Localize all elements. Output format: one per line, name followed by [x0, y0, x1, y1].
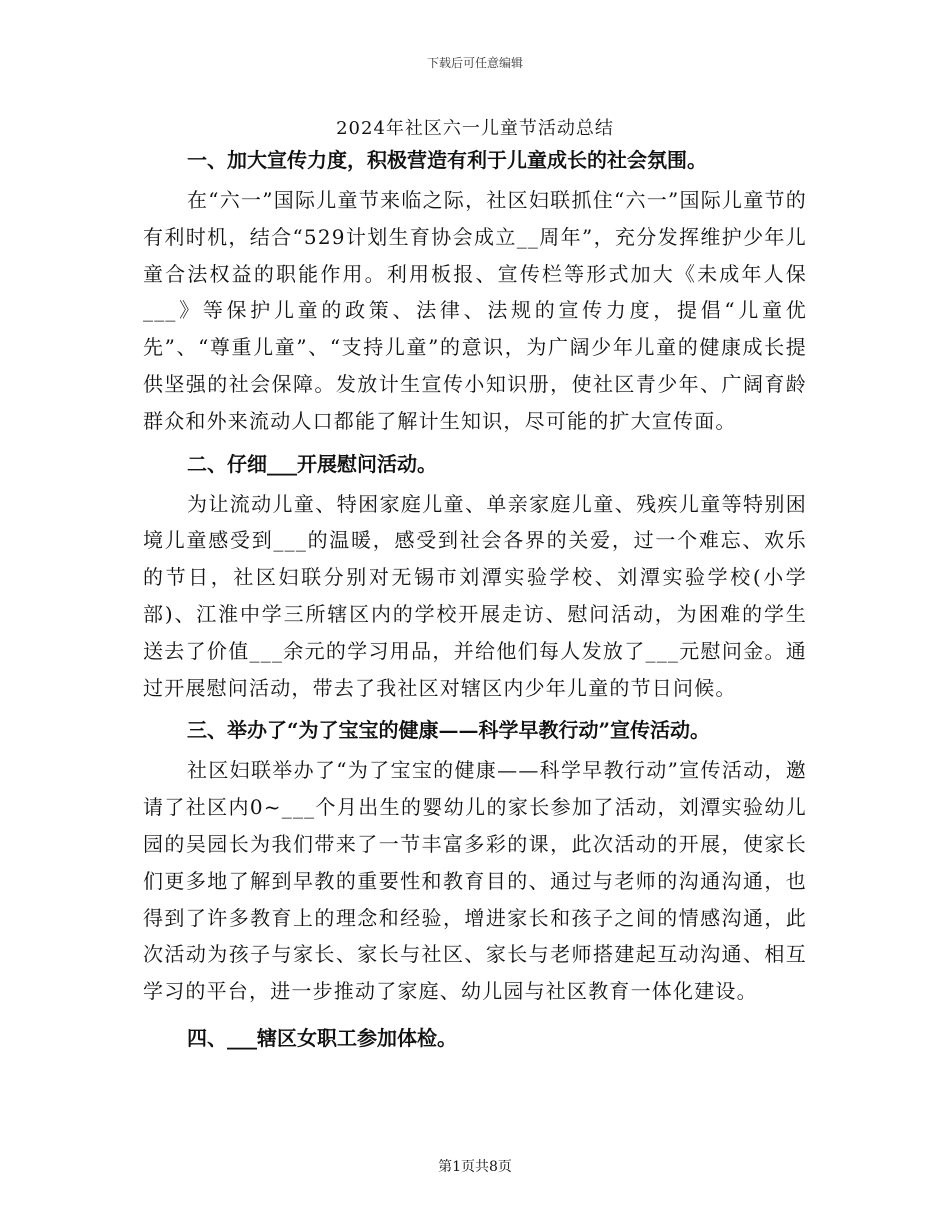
document-title: 2024年社区六一儿童节活动总结 [336, 118, 614, 139]
header-note: 下载后可任意编辑 [426, 56, 523, 70]
section-heading-1: 一、加大宣传力度，积极营造有利于儿童成长的社会氛围。 [187, 148, 707, 172]
section-heading-2: 二、仔细___开展慰问活动。 [187, 451, 437, 476]
document-body [143, 138, 807, 1060]
section-heading-3: 三、举办了“为了宝宝的健康——科学早教行动”宣传活动。 [187, 718, 711, 743]
section-heading-4: 四、___辖区女职工参加体检。 [187, 1025, 457, 1050]
section-body-1: 在“六一”国际儿童节来临之际，社区妇联抓住“六一”国际儿童节的有利时机，结合“529计划生育协会成立__周年”，充分发挥维护少年儿童合法权益的职能作用。利用板报、宣传栏等形式加大《未成年人保___》等保护儿童的政策、法律、法规的宣传力度，提倡“儿童优先”、“尊重儿童”、“支持儿童”的意识，为广阔少年儿童的健康成长提供坚强的社会保障。发放计生宣传小知识册，使社区青少年、广阔育龄群众和外来流动人口都能了解计生知识，尽可能的扩大宣传面。 [143, 188, 807, 433]
page-footer: 第1页共8页 [438, 1159, 512, 1175]
section-body-3: 社区妇联举办了“为了宝宝的健康——科学早教行动”宣传活动，邀请了社区内0~___个月出生的婴幼儿的家长参加了活动，刘潭实验幼儿园的吴园长为我们带来了一节丰富多彩的课，此次活动的开展，使家长们更多地了解到早教的重要性和教育目的、通过与老师的沟通沟通，也得到了许多教育上的理念和经验，增进家长和孩子之间的情感沟通，此次活动为孩子与家长、家长与社区、家长与老师搭建起互动沟通、相互学习的平台，进一步推动了家庭、幼儿园与社区教育一体化建设。 [143, 758, 807, 1004]
section-body-2: 为让流动儿童、特困家庭儿童、单亲家庭儿童、残疾儿童等特别困境儿童感受到___的温暖，感受到社会各界的关爱，过一个难忘、欢乐的节日，社区妇联分别对无锡市刘潭实验学校、刘潭实验学校(小学部)、江淮中学三所辖区内的学校开展走访、慰问活动，为困难的学生送去了价值___余元的学习用品，并给他们每人发放了___元慰问金。通过开展慰问活动，带去了我社区对辖区内少年儿童的节日问候。 [143, 491, 807, 700]
